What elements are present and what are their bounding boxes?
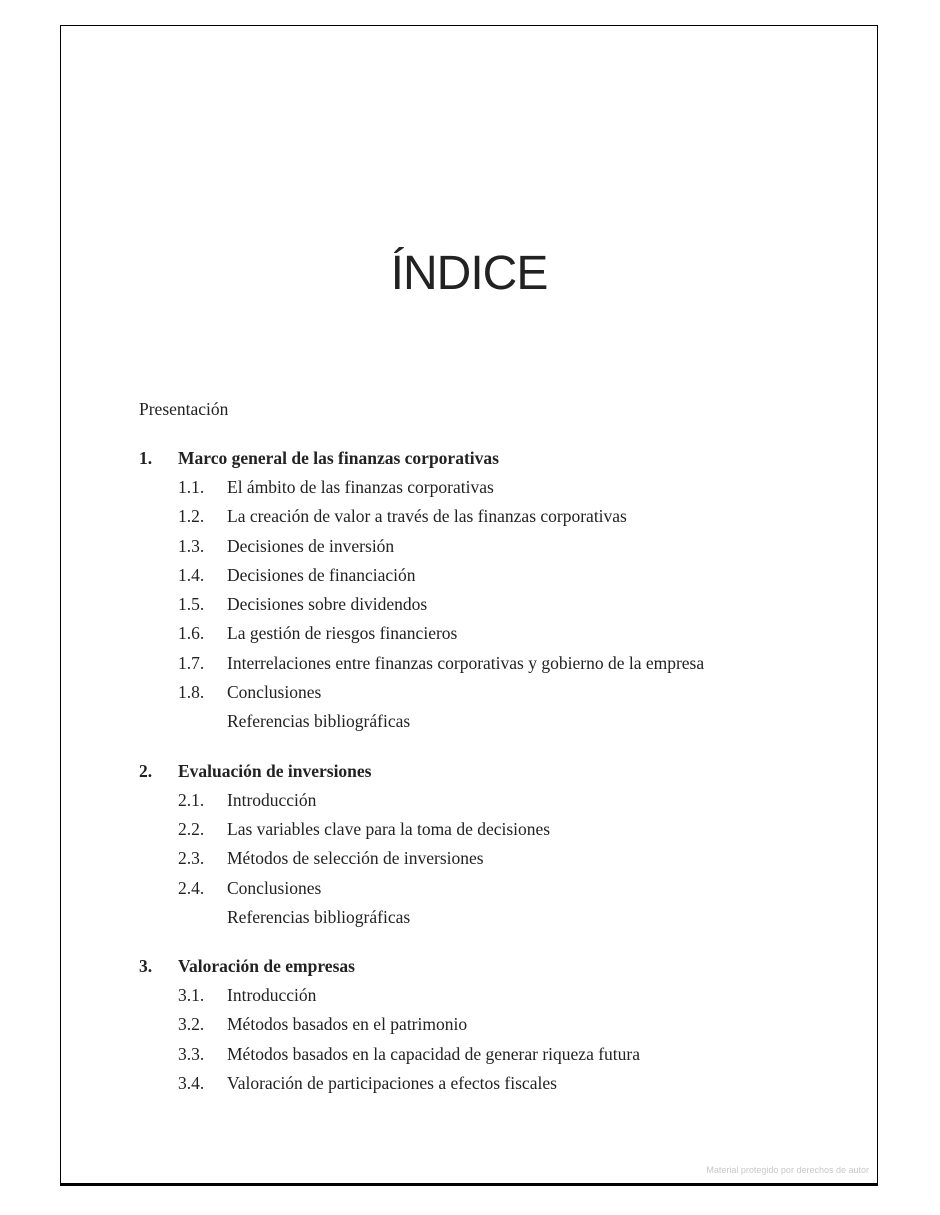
item-number: 2.3.	[178, 848, 205, 869]
item-number: 3.2.	[178, 1014, 205, 1035]
document-page	[60, 25, 878, 1186]
chapter-title: Marco general de las finanzas corporativas	[178, 448, 499, 468]
toc-item-references[interactable]: Referencias bibliográficas	[227, 906, 411, 927]
chapter-heading[interactable]	[139, 951, 857, 981]
chapter-title: Valoración de empresas	[178, 956, 355, 977]
item-title: Valoración de participaciones a efectos fiscales	[227, 1073, 557, 1094]
toc-item[interactable]	[139, 502, 857, 531]
toc-item[interactable]	[139, 1010, 857, 1039]
item-number: 3.1.	[178, 985, 205, 1006]
item-title: Métodos de selección de inversiones	[227, 848, 484, 869]
item-title: Decisiones de financiación	[227, 564, 416, 585]
toc-item[interactable]	[139, 981, 857, 1010]
item-number: 1.2.	[178, 506, 205, 527]
item-title: La creación de valor a través de las finanzas corporativas	[227, 506, 627, 527]
chapter-number: 3.	[139, 956, 153, 977]
item-number: 1.7.	[178, 652, 205, 673]
item-number: 1.5.	[178, 594, 205, 615]
toc-item[interactable]	[139, 874, 857, 903]
item-title: Interrelaciones entre finanzas corporativas y gobierno de la empresa	[227, 652, 705, 673]
item-number: 2.1.	[178, 789, 205, 810]
toc-item-references[interactable]: Referencias bibliográficas	[227, 711, 411, 732]
toc-item[interactable]	[139, 844, 857, 873]
chapter-heading[interactable]	[139, 756, 857, 786]
toc-item[interactable]	[139, 473, 857, 502]
toc-entry-presentation[interactable]: Presentación	[139, 399, 229, 419]
toc-item[interactable]	[139, 619, 857, 648]
copyright-watermark: Material protegido por derechos de autor	[706, 1165, 869, 1175]
item-number: 1.3.	[178, 535, 205, 556]
toc-item[interactable]	[139, 649, 857, 678]
item-title: Conclusiones	[227, 877, 322, 898]
chapter-title: Evaluación de inversiones	[178, 760, 372, 781]
item-number: 2.2.	[178, 818, 205, 839]
toc-item[interactable]	[139, 532, 857, 561]
item-number: 3.4.	[178, 1073, 205, 1094]
toc-item[interactable]	[139, 1069, 857, 1098]
item-title: Decisiones sobre dividendos	[227, 594, 428, 615]
chapter-1	[139, 443, 857, 737]
item-number: 3.3.	[178, 1043, 205, 1064]
chapter-heading[interactable]	[139, 443, 857, 473]
toc-item[interactable]	[139, 590, 857, 619]
item-number: 1.8.	[178, 682, 205, 703]
table-of-contents	[139, 394, 857, 1098]
item-number: 2.4.	[178, 877, 205, 898]
page-title: ÍNDICE	[390, 247, 548, 300]
toc-item[interactable]	[139, 1040, 857, 1069]
chapter-2	[139, 756, 857, 932]
item-title: Métodos basados en el patrimonio	[227, 1014, 468, 1035]
item-title: El ámbito de las finanzas corporativas	[227, 477, 494, 497]
item-title: Introducción	[227, 789, 317, 810]
toc-item[interactable]	[139, 678, 857, 707]
chapter-number: 1.	[139, 448, 153, 468]
item-number: 1.6.	[178, 623, 205, 644]
item-title: Decisiones de inversión	[227, 535, 395, 556]
toc-item[interactable]	[139, 815, 857, 844]
item-title: Conclusiones	[227, 682, 322, 703]
toc-item[interactable]	[139, 561, 857, 590]
item-title: Métodos basados en la capacidad de generar riqueza futura	[227, 1043, 641, 1064]
item-number: 1.4.	[178, 564, 205, 585]
item-title: Introducción	[227, 985, 317, 1006]
chapter-number: 2.	[139, 760, 153, 781]
item-number: 1.1.	[178, 477, 205, 497]
item-title: La gestión de riesgos financieros	[227, 623, 458, 644]
item-title: Las variables clave para la toma de decisiones	[227, 818, 551, 839]
toc-item[interactable]	[139, 786, 857, 815]
chapter-3	[139, 951, 857, 1098]
